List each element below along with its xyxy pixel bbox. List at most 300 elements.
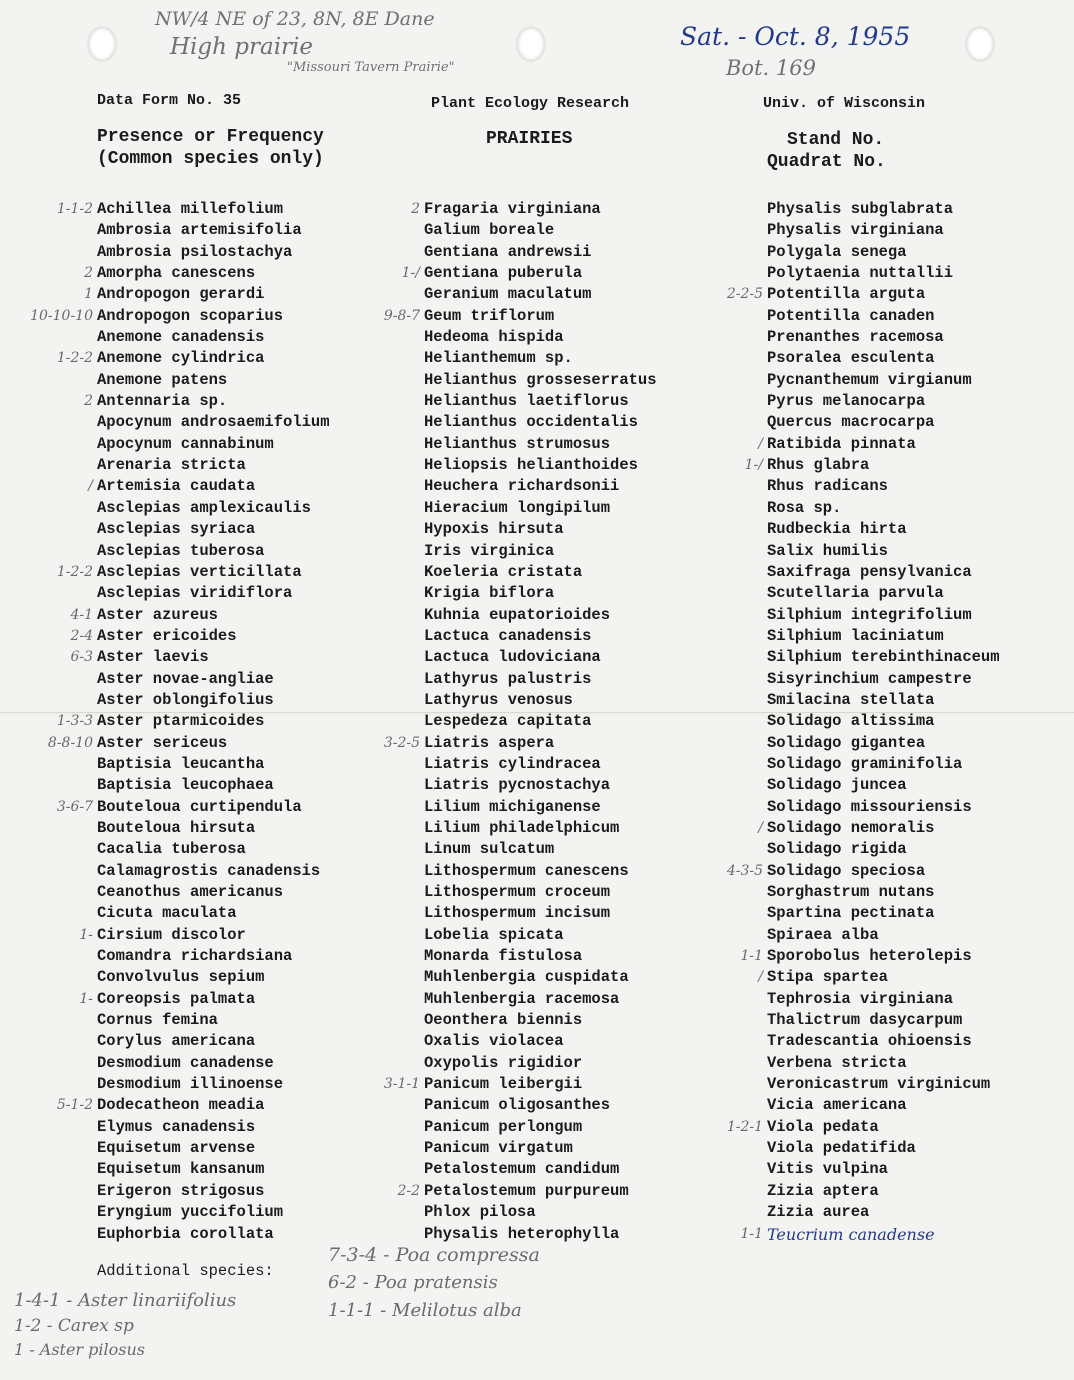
species-name: Asclepias amplexicaulis (97, 498, 311, 517)
species-name: Helianthemum sp. (424, 349, 573, 368)
species-name: Anemone canadensis (97, 328, 265, 347)
organization: Plant Ecology Research (431, 95, 630, 112)
species-name: Solidago nemoralis (767, 818, 935, 837)
species-row (767, 220, 1000, 241)
quadrat-number: Quadrat No. (767, 152, 886, 172)
species-row (79, 989, 330, 1010)
species-row (424, 861, 657, 882)
frequency-mark: / (88, 478, 93, 495)
species-name: Baptisia leucophaea (97, 776, 274, 795)
species-row (767, 690, 1000, 711)
species-name: Thalictrum dasycarpum (767, 1011, 963, 1030)
species-name: Calamagrostis canadensis (97, 861, 321, 880)
species-name: Eryngium yuccifolium (97, 1203, 284, 1222)
frequency-mark: 1-/ (744, 457, 763, 474)
species-row (726, 1117, 1000, 1138)
species-name: Rhus radicans (767, 477, 888, 496)
frequency-mark: 1- (79, 990, 93, 1007)
frequency-mark: 10-10-10 (30, 307, 93, 324)
species-name: Pyrus melanocarpa (767, 392, 926, 411)
punch-hole (88, 27, 116, 61)
frequency-mark: 3-2-5 (383, 734, 420, 751)
species-name: Bouteloua hirsuta (97, 818, 256, 837)
additional-species-entry: 7-3-4 - Poa compressa (328, 1244, 540, 1266)
species-row (97, 861, 330, 882)
species-row (401, 263, 657, 284)
species-row (424, 797, 657, 818)
species-column-2 (383, 199, 657, 1245)
species-name: Oxalis violacea (424, 1032, 564, 1051)
species-row (767, 989, 1000, 1010)
location-annotation: NW/4 NE of 23, 8N, 8E Dane (155, 8, 435, 30)
frequency-mark: 1-3-3 (56, 713, 93, 730)
species-row (397, 1181, 657, 1202)
species-name: Fragaria virginiana (424, 200, 601, 218)
species-name: Asclepias tuberosa (97, 541, 265, 560)
species-name: Muhlenbergia racemosa (424, 989, 620, 1008)
species-row (424, 882, 657, 903)
habitat-annotation: High prairie (170, 34, 314, 60)
species-name: Rudbeckia hirta (767, 520, 907, 539)
species-row (97, 519, 330, 540)
species-row (767, 263, 1000, 284)
species-name: Amorpha canescens (97, 264, 256, 283)
species-row (424, 220, 657, 241)
species-name: Lithospermum incisum (424, 904, 611, 923)
species-name: Andropogon scoparius (97, 306, 284, 325)
species-row (767, 1095, 1000, 1116)
species-name: Solidago graminifolia (767, 754, 963, 773)
species-name: Lobelia spicata (424, 925, 564, 944)
species-name: Liatris pycnostachya (424, 776, 611, 795)
species-row (424, 348, 657, 369)
species-name: Physalis virginiana (767, 221, 944, 240)
species-name: Solidago rigida (767, 840, 907, 859)
species-name: Hedeoma hispida (424, 328, 564, 347)
species-name: Geum triflorum (424, 306, 555, 325)
species-name: Helianthus occidentalis (424, 413, 638, 432)
additional-species-entry: 1-4-1 - Aster linariifolius (14, 1290, 237, 1311)
species-column-3 (726, 199, 1000, 1245)
species-name: Artemisia caudata (97, 477, 256, 496)
species-name: Solidago altissima (767, 712, 935, 731)
frequency-mark: 2 (84, 393, 93, 410)
measure-line-2: (Common species only) (97, 149, 324, 169)
species-row (767, 733, 1000, 754)
species-row (97, 669, 330, 690)
species-row (424, 669, 657, 690)
frequency-mark: 1- (79, 926, 93, 943)
species-row (767, 903, 1000, 924)
species-name: Lespedeza capitata (424, 712, 592, 731)
species-name: Helianthus laetiflorus (424, 392, 629, 411)
species-row (56, 797, 330, 818)
species-name: Achillea millefolium (97, 200, 284, 218)
species-name: Silphium laciniatum (767, 626, 944, 645)
species-row (767, 1074, 1000, 1095)
species-row (424, 967, 657, 988)
frequency-mark: 1-2-2 (56, 563, 93, 580)
species-row (97, 1138, 330, 1159)
species-row (424, 647, 657, 668)
species-name: Bouteloua curtipendula (97, 797, 302, 816)
frequency-mark: 1-1-2 (56, 201, 93, 217)
species-row (767, 1202, 1000, 1223)
species-row (97, 818, 330, 839)
species-name: Phlox pilosa (424, 1203, 536, 1222)
species-row (767, 1010, 1000, 1031)
species-name: Andropogon gerardi (97, 285, 265, 304)
additional-species-entry: 1-1-1 - Melilotus alba (328, 1300, 522, 1321)
species-row (70, 647, 330, 668)
frequency-mark: 5-1-2 (56, 1097, 93, 1114)
species-row (56, 1095, 330, 1116)
species-row (767, 391, 1000, 412)
additional-species-entry: 1 - Aster pilosus (14, 1340, 145, 1359)
frequency-mark: 3-6-7 (56, 798, 93, 815)
species-row (97, 967, 330, 988)
species-row (97, 370, 330, 391)
species-name: Heliopsis helianthoides (424, 456, 638, 475)
species-name: Solidago speciosa (767, 861, 926, 880)
species-row (424, 1095, 657, 1116)
species-row (424, 1202, 657, 1223)
frequency-mark: / (758, 435, 763, 452)
species-row (767, 476, 1000, 497)
species-name: Gentiana andrewsii (424, 242, 592, 261)
frequency-mark: 2-2 (397, 1182, 420, 1199)
species-row (767, 1159, 1000, 1180)
species-row (424, 327, 657, 348)
species-name: Desmodium illinoense (97, 1075, 284, 1094)
species-row (726, 284, 1000, 305)
species-name: Cirsium discolor (97, 925, 246, 944)
species-row (97, 839, 330, 860)
species-name: Lathyrus venosus (424, 690, 573, 709)
species-name: Pycnanthemum virgianum (767, 370, 972, 389)
species-row (383, 1074, 657, 1095)
species-row (424, 541, 657, 562)
species-name: Veronicastrum virginicum (767, 1075, 991, 1094)
species-row (56, 348, 330, 369)
species-row (424, 370, 657, 391)
species-name: Tradescantia ohioensis (767, 1032, 972, 1051)
species-row (424, 754, 657, 775)
species-name: Lilium michiganense (424, 797, 601, 816)
species-row (56, 562, 330, 583)
frequency-mark: 1-2-1 (726, 1118, 763, 1135)
frequency-mark: 1-2-2 (56, 350, 93, 367)
species-name: Saxifraga pensylvanica (767, 562, 972, 581)
species-name: Viola pedata (767, 1117, 879, 1136)
species-row (88, 476, 330, 497)
species-name: Petalostemum candidum (424, 1160, 620, 1179)
species-row (424, 946, 657, 967)
species-row (79, 925, 330, 946)
species-name: Liatris aspera (424, 733, 555, 752)
species-name: Solidago juncea (767, 776, 907, 795)
species-row (424, 1138, 657, 1159)
species-name: Dodecatheon meadia (97, 1096, 265, 1115)
species-row (97, 946, 330, 967)
species-row (30, 306, 330, 327)
species-row (97, 903, 330, 924)
species-name: Muhlenbergia cuspidata (424, 968, 629, 987)
species-row (767, 605, 1000, 626)
species-name: Apocynum androsaemifolium (97, 413, 330, 432)
species-name: Sporobolus heterolepis (767, 947, 972, 966)
species-name: Lithospermum croceum (424, 883, 611, 901)
species-name: Monarda fistulosa (424, 947, 583, 966)
species-name: Equisetum kansanum (97, 1160, 265, 1179)
species-name: Quercus macrocarpa (767, 413, 935, 432)
species-name: Salix humilis (767, 541, 888, 560)
species-name: Convolvulus sepium (97, 968, 265, 987)
species-column-1 (30, 199, 330, 1245)
species-name: Baptisia leucantha (97, 754, 265, 773)
date-annotation: Sat. - Oct. 8, 1955 (680, 22, 911, 51)
species-name: Physalis subglabrata (767, 200, 954, 218)
species-name: Hieracium longipilum (424, 498, 611, 517)
species-row (767, 797, 1000, 818)
species-row (424, 1159, 657, 1180)
species-row (424, 626, 657, 647)
species-row (767, 839, 1000, 860)
species-name: Liatris cylindracea (424, 754, 601, 773)
species-name: Zizia aurea (767, 1203, 870, 1222)
species-name: Krigia biflora (424, 584, 555, 603)
species-name: Euphorbia corollata (97, 1224, 274, 1243)
frequency-mark: 8-8-10 (47, 734, 93, 751)
species-row (424, 605, 657, 626)
species-row (767, 498, 1000, 519)
punch-hole (966, 27, 994, 61)
species-name: Lactuca ludoviciana (424, 648, 601, 667)
frequency-mark: 4-1 (70, 606, 93, 623)
species-name: Panicum leibergii (424, 1075, 583, 1094)
frequency-mark: 3-1-1 (383, 1076, 420, 1093)
frequency-mark: 6-3 (70, 649, 93, 666)
species-name: Aster laevis (97, 648, 209, 667)
species-row (424, 925, 657, 946)
species-row (767, 882, 1000, 903)
species-row (97, 220, 330, 241)
species-row (767, 583, 1000, 604)
species-row (97, 434, 330, 455)
species-row (767, 775, 1000, 796)
species-name: Physalis heterophylla (424, 1224, 620, 1243)
species-row (97, 754, 330, 775)
frequency-mark: 2 (411, 201, 420, 217)
species-row (767, 199, 1000, 220)
species-name: Desmodium canadense (97, 1053, 274, 1072)
species-row (767, 1138, 1000, 1159)
species-name: Smilacina stellata (767, 690, 935, 709)
species-row (97, 455, 330, 476)
species-row (767, 306, 1000, 327)
species-row (97, 1181, 330, 1202)
species-row (424, 455, 657, 476)
species-row (424, 391, 657, 412)
species-row (767, 370, 1000, 391)
species-name: Erigeron strigosus (97, 1181, 265, 1200)
species-row (411, 199, 657, 220)
species-row (97, 242, 330, 263)
species-row (424, 775, 657, 796)
species-name: Petalostemum purpureum (424, 1181, 629, 1200)
species-name: Tephrosia virginiana (767, 989, 954, 1008)
species-name: Gentiana puberula (424, 264, 583, 283)
species-name: Teucrium canadense (767, 1224, 935, 1244)
species-row (767, 348, 1000, 369)
species-row (383, 733, 657, 754)
species-name: Sorghastrum nutans (767, 883, 935, 901)
species-name: Lactuca canadensis (424, 626, 592, 645)
species-row (424, 1117, 657, 1138)
form-number: Data Form No. 35 (97, 92, 242, 109)
species-row (767, 925, 1000, 946)
species-row (424, 1224, 657, 1245)
species-name: Solidago gigantea (767, 733, 926, 752)
species-row (97, 1117, 330, 1138)
species-row (424, 498, 657, 519)
species-name: Viola pedatifida (767, 1139, 916, 1158)
species-row (767, 754, 1000, 775)
frequency-mark: 1-1 (740, 1225, 763, 1242)
species-row (97, 1074, 330, 1095)
species-row (424, 1010, 657, 1031)
species-row (424, 1031, 657, 1052)
species-name: Hypoxis hirsuta (424, 520, 564, 539)
species-name: Oeonthera biennis (424, 1011, 583, 1030)
species-row (424, 583, 657, 604)
species-name: Cacalia tuberosa (97, 840, 246, 859)
stand-number: Stand No. (787, 130, 885, 150)
species-name: Corylus americana (97, 1032, 256, 1051)
species-name: Aster azureus (97, 605, 218, 624)
species-name: Ambrosia psilostachya (97, 242, 293, 261)
species-name: Lathyrus palustris (424, 669, 592, 688)
species-row (767, 562, 1000, 583)
species-name: Aster ptarmicoides (97, 712, 265, 731)
species-row (767, 412, 1000, 433)
species-name: Oxypolis rigidior (424, 1053, 583, 1072)
additional-species-label: Additional species: (97, 1262, 274, 1280)
community-type: PRAIRIES (486, 129, 573, 149)
species-row (767, 1181, 1000, 1202)
species-row (767, 1031, 1000, 1052)
species-row (424, 690, 657, 711)
species-name: Asclepias viridiflora (97, 584, 293, 603)
species-name: Cicuta maculata (97, 904, 237, 923)
species-name: Stipa spartea (767, 968, 888, 987)
species-row (758, 967, 1000, 988)
species-row (70, 626, 330, 647)
species-name: Polygala senega (767, 242, 907, 261)
species-name: Rhus glabra (767, 456, 870, 475)
punch-hole (517, 27, 545, 61)
species-name: Psoralea esculenta (767, 349, 935, 368)
species-name: Silphium integrifolium (767, 605, 972, 624)
species-name: Comandra richardsiana (97, 947, 293, 966)
species-name: Spartina pectinata (767, 904, 935, 923)
species-name: Vitis vulpina (767, 1160, 888, 1179)
species-name: Prenanthes racemosa (767, 328, 944, 347)
species-name: Helianthus strumosus (424, 434, 611, 453)
species-name: Elymus canadensis (97, 1117, 256, 1136)
species-row (84, 391, 330, 412)
species-name: Galium boreale (424, 221, 555, 240)
frequency-mark: 2-2-5 (726, 286, 763, 303)
species-row (767, 242, 1000, 263)
species-name: Lilium philadelphicum (424, 818, 620, 837)
species-name: Helianthus grosseserratus (424, 370, 657, 389)
frequency-mark: / (758, 819, 763, 836)
species-row (97, 1159, 330, 1180)
species-row (84, 263, 330, 284)
frequency-mark: 4-3-5 (726, 862, 763, 879)
species-name: Panicum oligosanthes (424, 1096, 611, 1115)
site-name-annotation: "Missouri Tavern Prairie" (287, 60, 455, 75)
additional-species-entry: 6-2 - Poa pratensis (328, 1272, 498, 1293)
species-row (97, 583, 330, 604)
species-name: Apocynum cannabinum (97, 434, 274, 453)
species-row (726, 861, 1000, 882)
species-name: Aster ericoides (97, 626, 237, 645)
species-row (740, 946, 1000, 967)
frequency-mark: 2-4 (70, 627, 93, 644)
species-name: Arenaria stricta (97, 456, 246, 475)
frequency-mark: 2 (84, 265, 93, 282)
species-row (424, 562, 657, 583)
species-name: Equisetum arvense (97, 1139, 256, 1158)
species-name: Aster sericeus (97, 733, 228, 752)
species-row (97, 690, 330, 711)
species-row (767, 669, 1000, 690)
species-row (767, 327, 1000, 348)
species-row (383, 306, 657, 327)
species-name: Geranium maculatum (424, 285, 592, 304)
species-row (744, 455, 1000, 476)
species-row (84, 284, 330, 305)
species-row (97, 327, 330, 348)
species-row (97, 1202, 330, 1223)
species-name: Panicum perlongum (424, 1117, 583, 1136)
species-row (56, 199, 330, 220)
course-annotation: Bot. 169 (726, 56, 816, 80)
species-row (767, 541, 1000, 562)
species-name: Sisyrinchium campestre (767, 669, 972, 688)
species-row (424, 519, 657, 540)
frequency-mark: 1-/ (401, 265, 420, 282)
species-row (424, 1053, 657, 1074)
species-name: Anemone patens (97, 370, 228, 389)
species-row (47, 733, 330, 754)
species-name: Kuhnia eupatorioides (424, 605, 611, 624)
species-row (424, 903, 657, 924)
species-name: Anemone cylindrica (97, 349, 265, 368)
frequency-mark: / (758, 969, 763, 986)
species-name: Cornus femina (97, 1011, 218, 1030)
species-row (767, 1053, 1000, 1074)
species-row (767, 711, 1000, 732)
species-row (740, 1224, 1000, 1245)
species-name: Silphium terebinthinaceum (767, 648, 1000, 667)
species-row (424, 818, 657, 839)
species-name: Coreopsis palmata (97, 989, 256, 1008)
species-name: Ratibida pinnata (767, 434, 916, 453)
species-name: Aster novae-angliae (97, 669, 274, 688)
